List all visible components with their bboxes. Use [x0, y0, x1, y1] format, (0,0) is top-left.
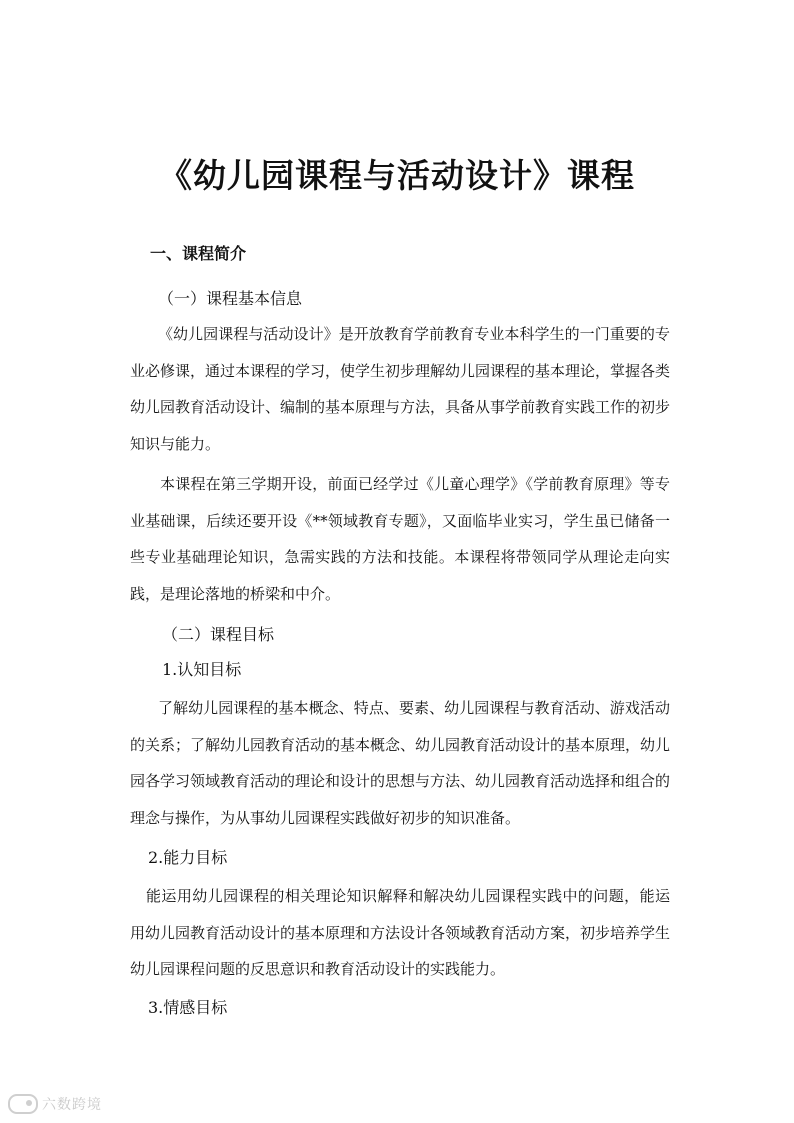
- section-heading-intro: 一、课程简介: [150, 244, 247, 263]
- document-title: 《幼儿园课程与活动设计》课程: [159, 156, 635, 195]
- brand-logo-icon: [8, 1094, 38, 1114]
- paragraph-course-overview: 《幼儿园课程与活动设计》是开放教育学前教育专业本科学生的一门重要的专业必修课，通过本课程的学习，使学生初步理解幼儿园课程的基本理论，掌握各类幼儿园教育活动设计、编制的基本原理与方法，具备从事学前教育实践工作的初步知识与能力。: [130, 325, 671, 453]
- subsection-heading-basic-info: （一）课程基本信息: [158, 289, 303, 308]
- subsection-heading-goals: （二）课程目标: [162, 625, 275, 644]
- paragraph-ability-goal: 能运用幼儿园课程的相关理论知识解释和解决幼儿园课程实践中的问题，能运用幼儿园教育活动设计的基本原理和方法设计各领域教育活动方案，初步培养学生幼儿园课程问题的反思意识和教育活动设计的实践能力。: [130, 887, 671, 978]
- watermark: [8, 1094, 102, 1114]
- goal-heading-ability: 2.能力目标: [148, 848, 228, 867]
- paragraph-cognitive-goal: 了解幼儿园课程的基本概念、特点、要素、幼儿园课程与教育活动、游戏活动的关系；了解幼儿园教育活动的基本概念、幼儿园教育活动设计的基本原理，幼儿园各学习领域教育活动的理论和设计的思想与方法、幼儿园教育活动选择和组合的理念与操作，为从事幼儿园课程实践做好初步的知识准备。: [130, 699, 671, 827]
- goal-heading-affective: 3.情感目标: [148, 998, 228, 1017]
- paragraph-course-context: 本课程在第三学期开设，前面已经学过《儿童心理学》《学前教育原理》等专业基础课，后续还要开设《**领域教育专题》，又面临毕业实习，学生虽已储备一些专业基础理论知识，急需实践的方法和技能。本课程将带领同学从理论走向实践，是理论落地的桥梁和中介。: [130, 475, 670, 603]
- goal-heading-cognitive: 1.认知目标: [162, 660, 242, 679]
- watermark-text: 六数跨境: [42, 1097, 102, 1113]
